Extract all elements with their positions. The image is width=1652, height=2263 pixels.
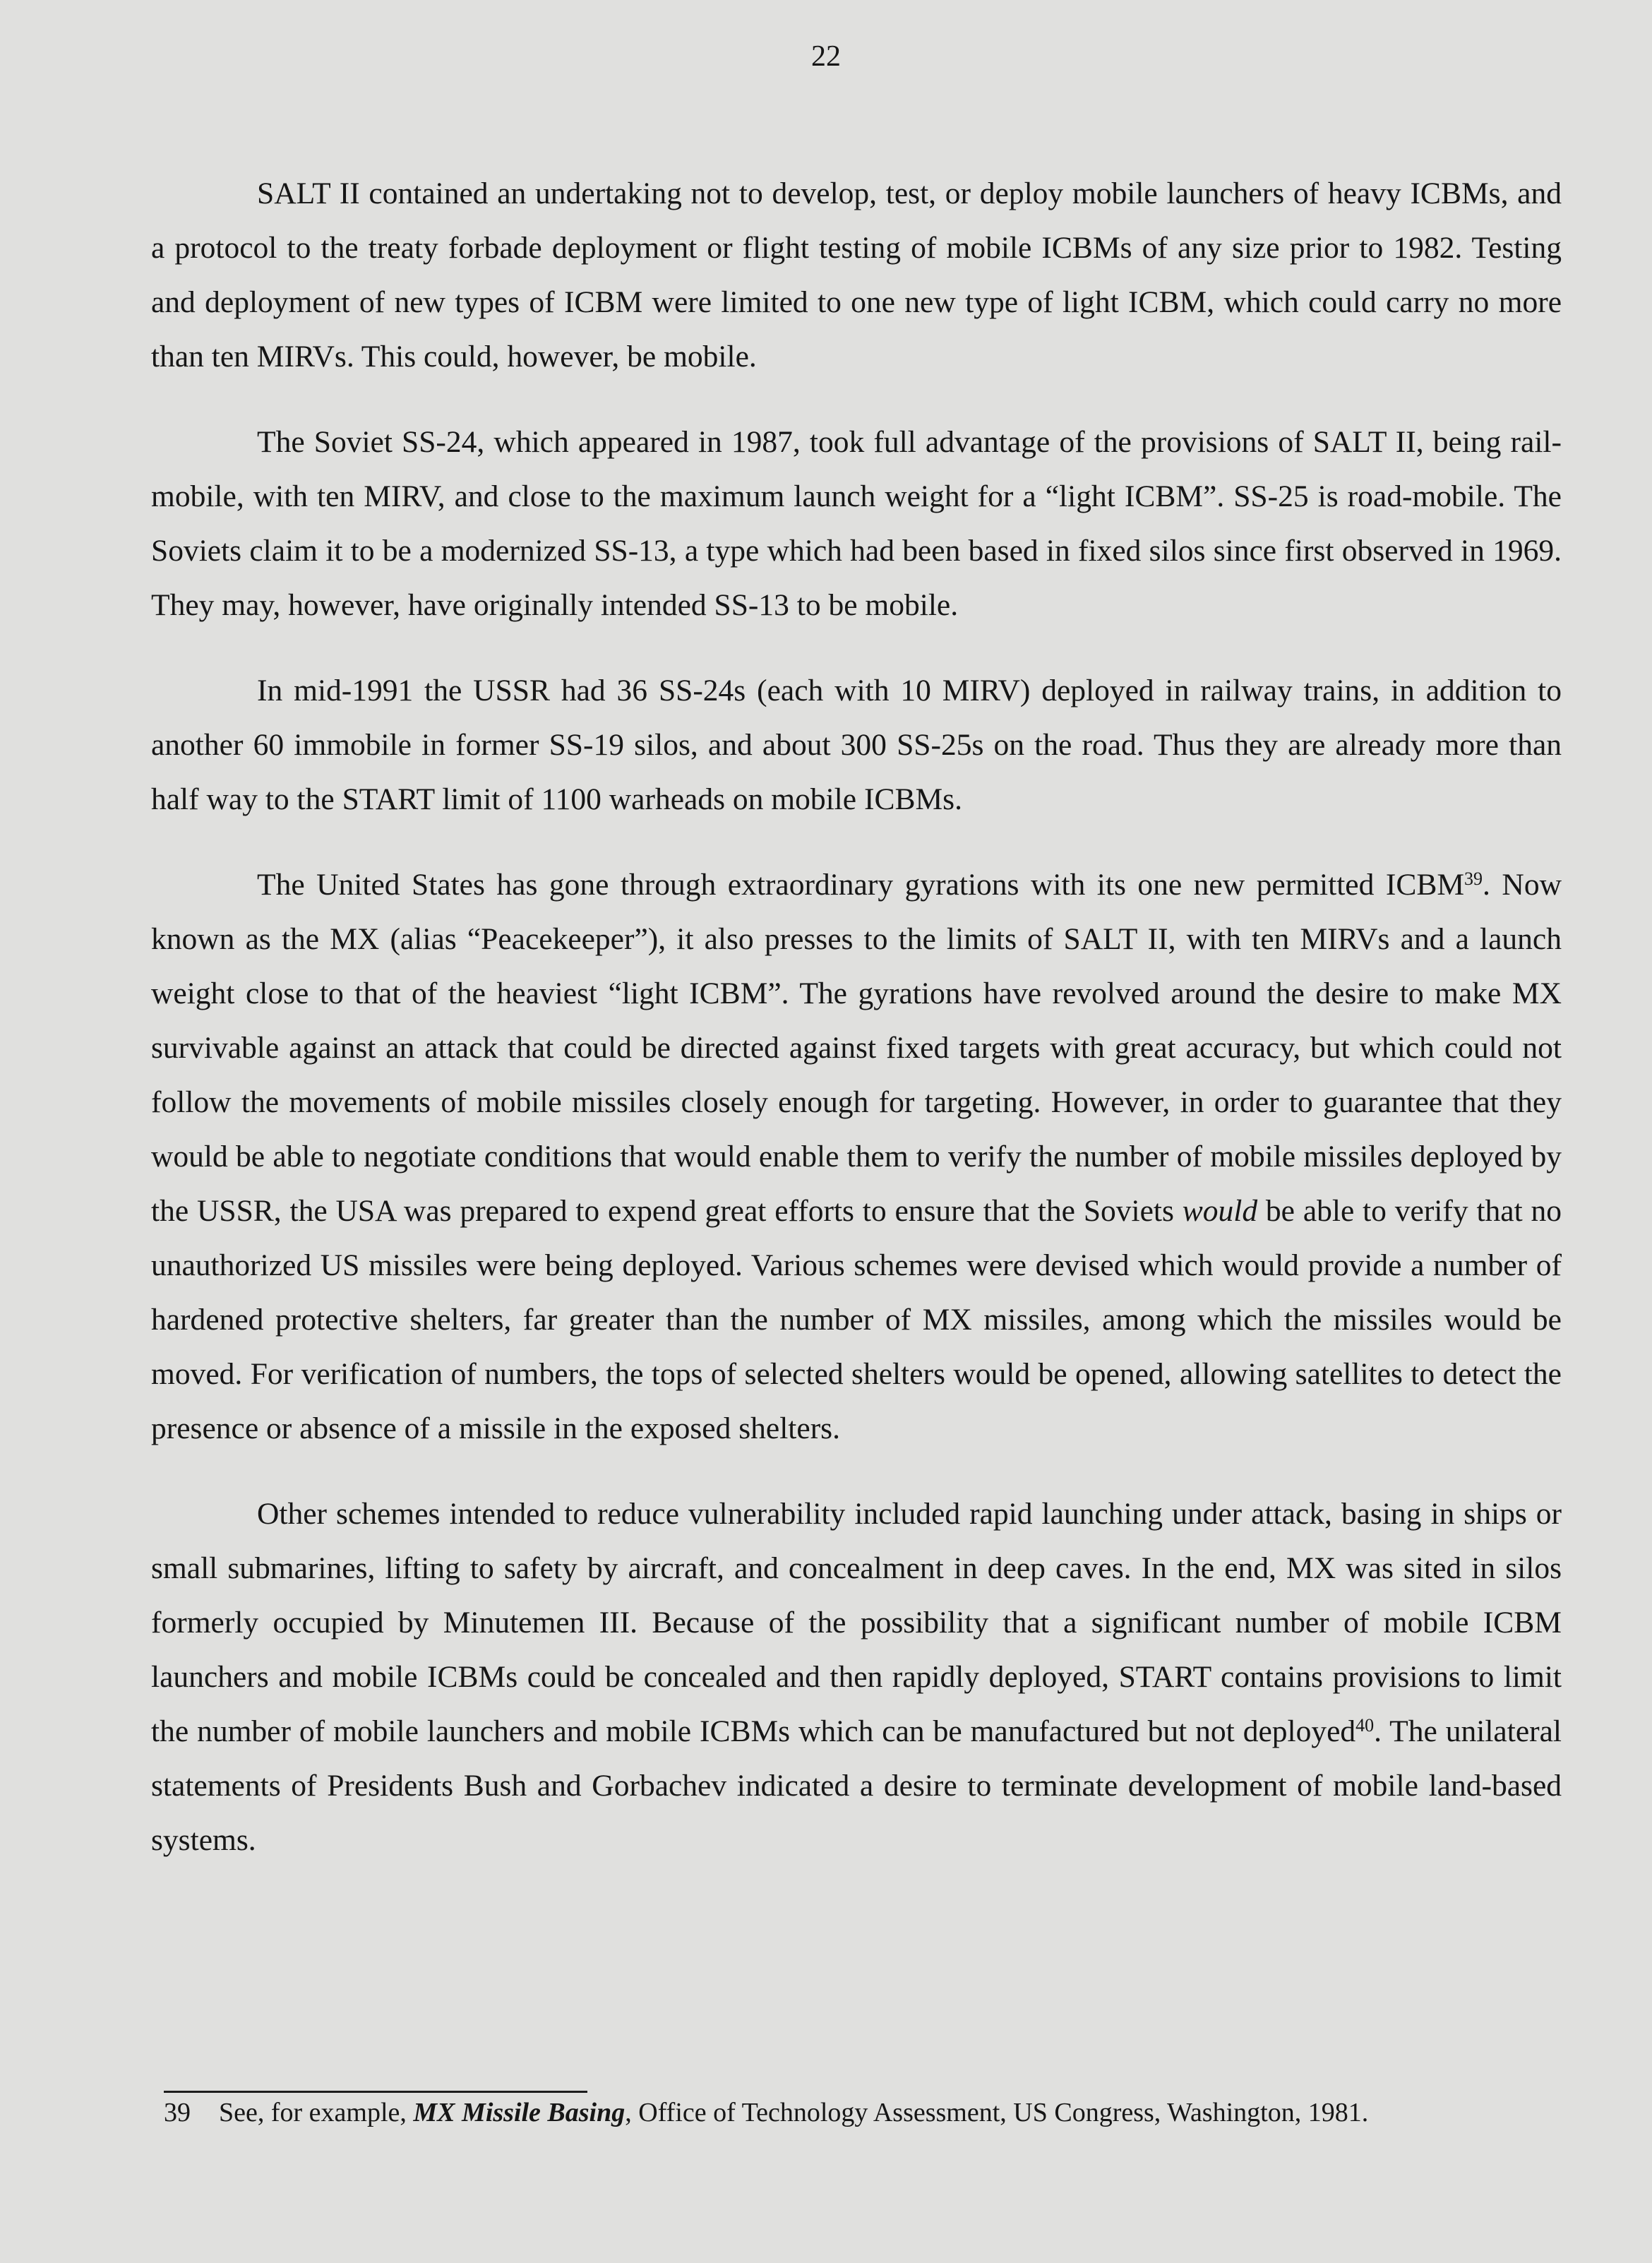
page-number: 22 [811, 40, 841, 73]
footnote-text: , Office of Technology Assessment, US Congress, Washington, 1981. [625, 2098, 1369, 2127]
footnote-ref-39: 39 [1464, 868, 1483, 889]
paragraph-mid-1991: In mid-1991 the USSR had 36 SS-24s (each with 10 MIRV) deployed in railway trains, in addition to another 60 immobile in former SS-19 silos, and about 300 SS-25s on the road. Thus they are already more than half way to the START limit of 1100 warheads on mobile ICBMs. [151, 674, 1562, 816]
paragraph-salt-ii: SALT II contained an undertaking not to develop, test, or deploy mobile launchers of heavy ICBMs, and a protocol to the treaty forbade deployment or flight testing of mobile ICBMs of any size prior to 1982. Testing and deployment of new types of ICBM were limited to one new type of light ICBM, which could carry no more than ten MIRVs. This could, however, be mobile. [151, 177, 1562, 374]
paragraph-united-states-mx [151, 858, 1562, 1456]
paragraph-text: . The unilateral statements of Presidents Bush and Gorbachev indicated a desire to terminate development of mobile land-based systems. [151, 1714, 1562, 1857]
footnote-title: MX Missile Basing [413, 2098, 626, 2127]
body-text [151, 167, 1562, 1899]
paragraph-text: The United States has gone through extraordinary gyrations with its one new permitted ICBM [257, 868, 1465, 902]
footnote-number: 39 [164, 2098, 191, 2127]
footnote-text: See, for example, [219, 2098, 414, 2127]
footnote-39 [164, 2091, 1562, 2134]
paragraph-text: be able to verify that no unauthorized US missiles were being deployed. Various schemes were devised which would provide a number of hardened protective shelters, far greater than the number of MX missiles, among which the missiles would be moved. For verification of numbers, the tops of selected shelters would be opened, allowing satellites to detect the presence or absence of a missile in the exposed shelters. [151, 1194, 1562, 1445]
paragraph-other-schemes [151, 1487, 1562, 1868]
footnote-ref-40: 40 [1355, 1715, 1375, 1736]
paragraph-text: Other schemes intended to reduce vulnerability included rapid launching under attack, basing in ships or small submarines, lifting to safety by aircraft, and concealment in deep caves. In the end, MX was sited in silos formerly occupied by Minutemen III. Because of the possibility that a significant number of mobile ICBM launchers and mobile ICBMs could be concealed and then rapidly deployed, START contains provisions to limit the number of mobile launchers and mobile ICBMs which can be manufactured but not deployed [151, 1497, 1562, 1748]
paragraph-text: . Now known as the MX (alias “Peacekeeper”), it also presses to the limits of SALT II, with ten MIRVs and a launch weight close to that of the heaviest “light ICBM”. The gyrations have revolved around the desire to make MX survivable against an attack that could be directed against fixed targets with great accuracy, but which could not follow the movements of mobile missiles closely enough for targeting. However, in order to guarantee that they would be able to negotiate conditions that would enable them to verify the number of mobile missiles deployed by the USSR, the USA was prepared to expend great efforts to ensure that the Soviets [151, 868, 1562, 1228]
paragraph-ss-24: The Soviet SS-24, which appeared in 1987, took full advantage of the provisions of SALT II, being rail-mobile, with ten MIRV, and close to the maximum launch weight for a “light ICBM”. SS-25 is road-mobile. The Soviets claim it to be a modernized SS-13, a type which had been based in fixed silos since first observed in 1969. They may, however, have originally intended SS-13 to be mobile. [151, 425, 1562, 622]
emphasis-would: would [1182, 1194, 1258, 1228]
